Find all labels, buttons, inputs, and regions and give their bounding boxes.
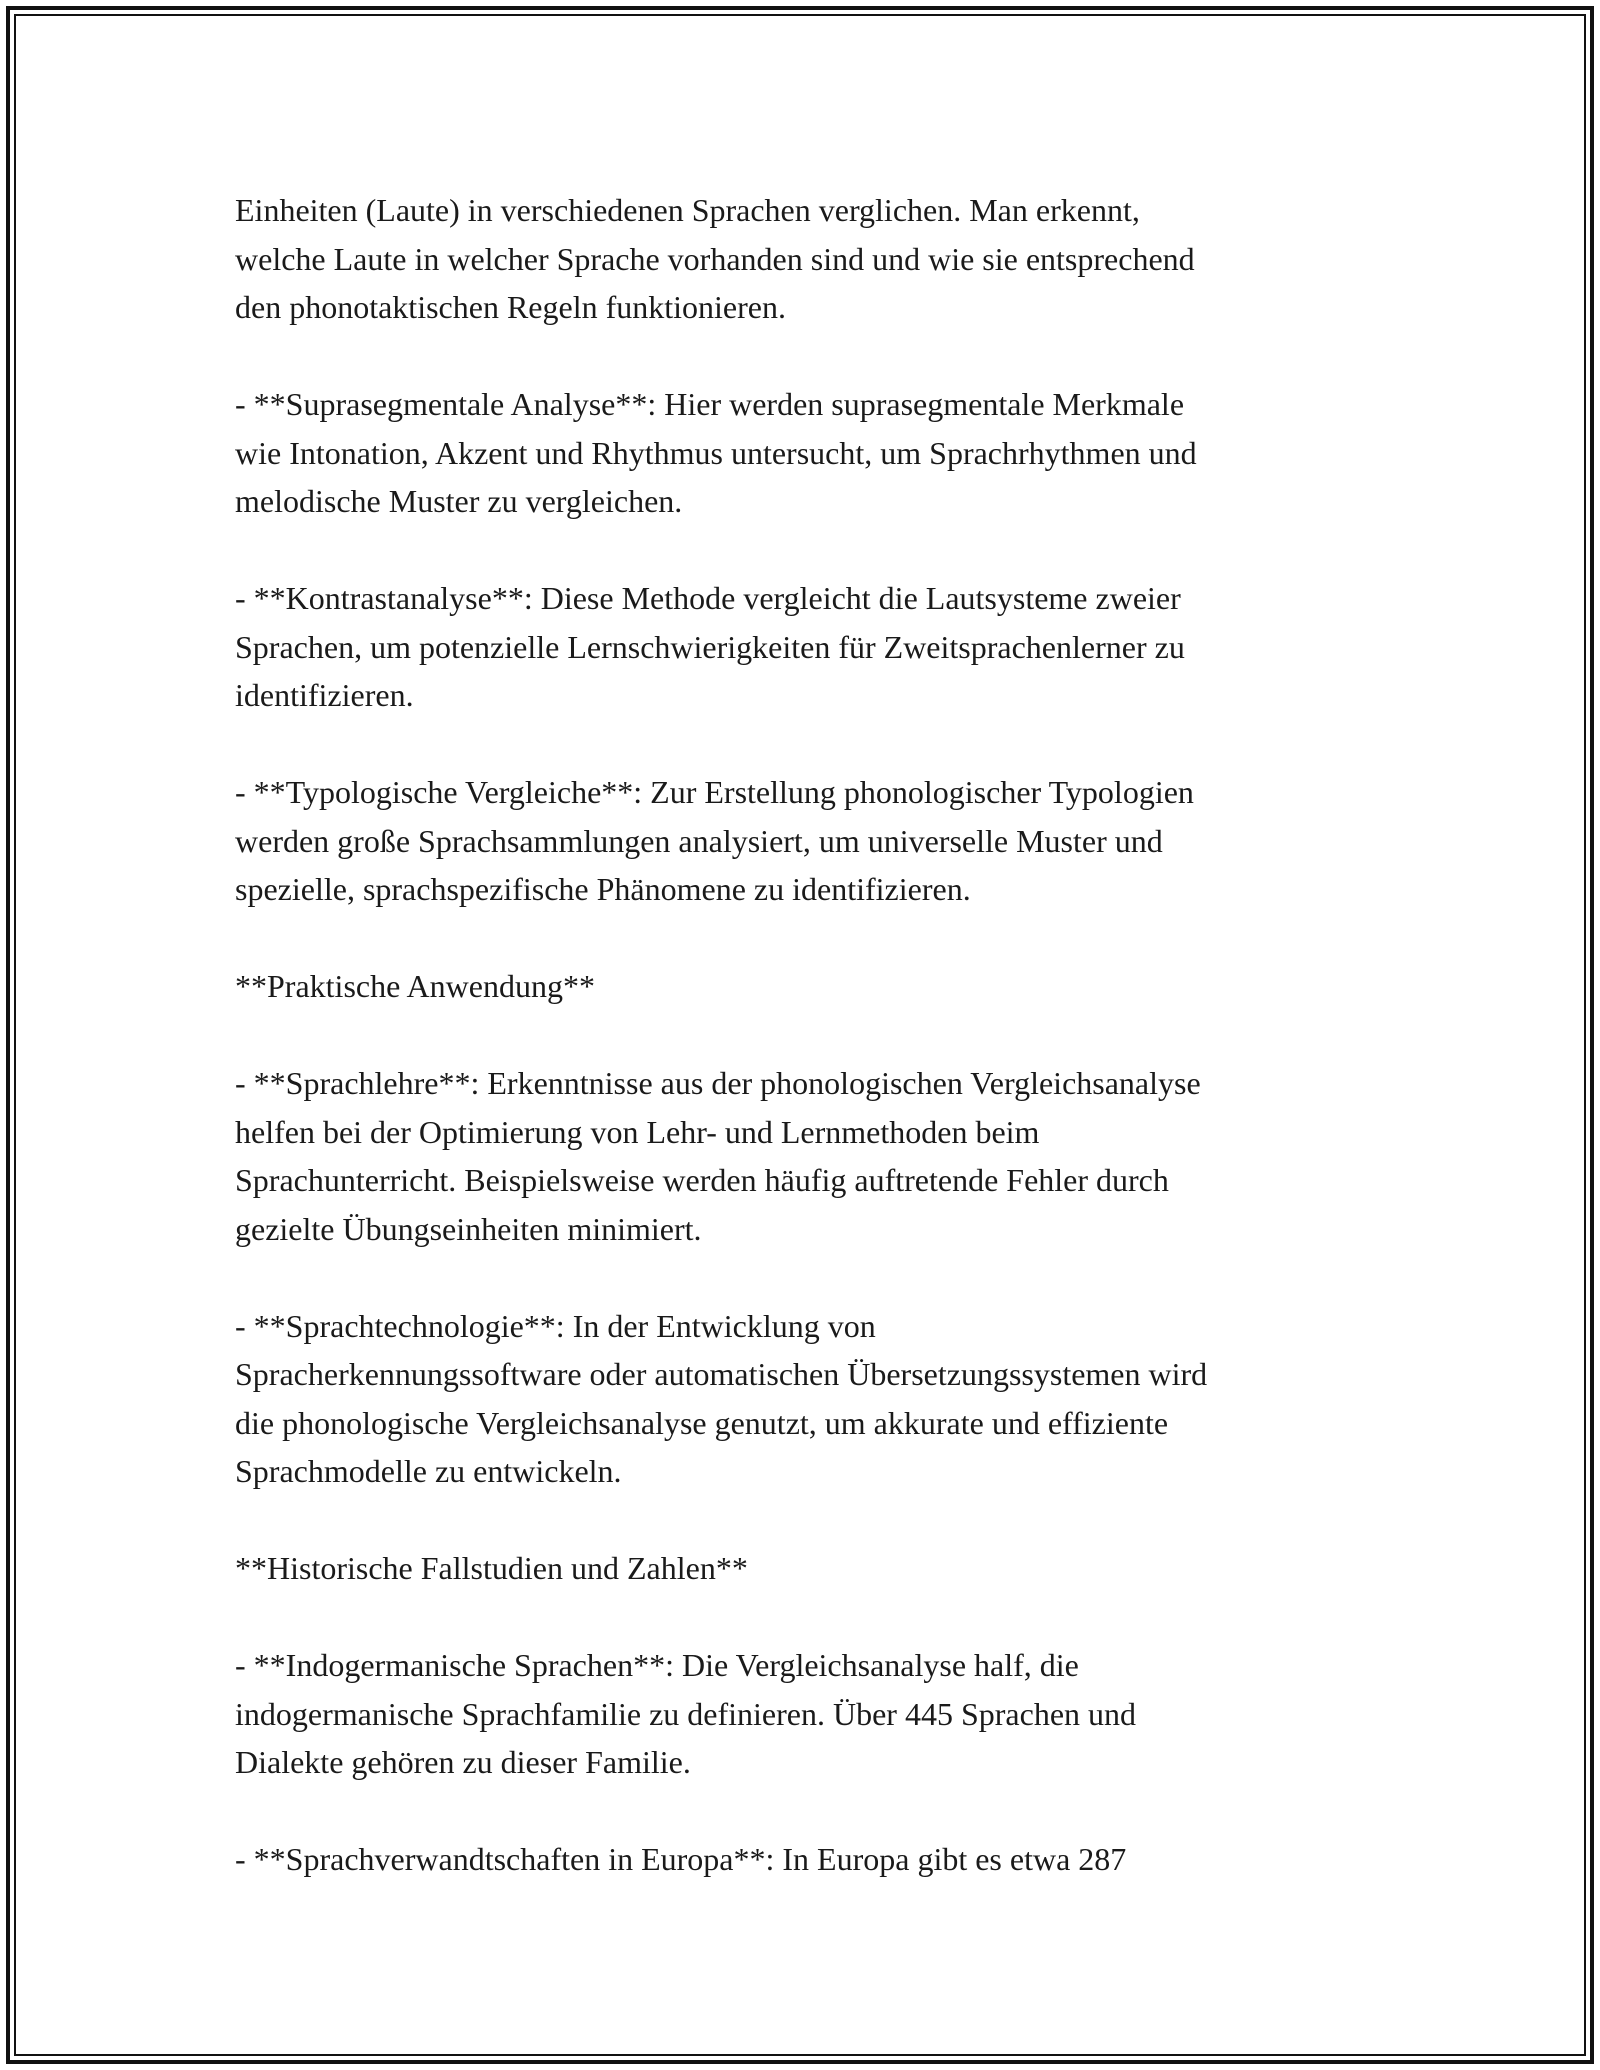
list-item-typological [235,768,1365,914]
text-line: indogermanische Sprachfamilie zu definieren. Über 445 Sprachen und [235,1695,1137,1732]
section-heading-historical [235,1544,1365,1593]
text-line: **Historische Fallstudien und Zahlen** [235,1550,748,1586]
paragraph-segmental-intro [235,186,1365,332]
text-line: Sprachmodelle zu entwickeln. [235,1453,622,1489]
text-line: identifizieren. [235,677,414,713]
list-item-language-technology [235,1302,1365,1496]
text-line: melodische Muster zu vergleichen. [235,483,683,519]
text-line: Dialekte gehören zu dieser Familie. [235,1744,691,1780]
text-line: - **Typologische Vergleiche**: Zur Erstellung phonologischer Typologien [235,774,1194,810]
text-line: wie Intonation, Akzent und Rhythmus untersucht, um Sprachrhythmen und [235,434,1197,471]
section-heading-practical [235,962,1365,1011]
text-line: - **Sprachtechnologie**: In der Entwicklung von [235,1307,876,1344]
list-item-suprasegmental [235,380,1365,526]
list-item-contrastive [235,574,1365,720]
text-line: helfen bei der Optimierung von Lehr- und Lernmethoden beim [235,1113,1040,1150]
text-line: gezielte Übungseinheiten minimiert. [235,1210,702,1247]
text-line: - **Sprachlehre**: Erkenntnisse aus der phonologischen Vergleichsanalyse [235,1065,1201,1101]
text-line: Sprachunterricht. Beispielsweise werden häufig auftretende Fehler durch [235,1162,1169,1198]
text-line: - **Indogermanische Sprachen**: Die Vergleichsanalyse half, die [235,1647,1079,1683]
text-line: welche Laute in welcher Sprache vorhanden sind und wie sie entsprechend [235,240,1195,277]
document-body [235,186,1365,1932]
text-line: - **Kontrastanalyse**: Diese Methode vergleicht die Lautsysteme zweier [235,580,1181,616]
text-line: Spracherkennungssoftware oder automatischen Übersetzungssystemen wird [235,1356,1208,1392]
list-item-language-teaching [235,1059,1365,1253]
text-line: **Praktische Anwendung** [235,968,595,1004]
list-item-europe-relations [235,1835,1365,1884]
text-line: Einheiten (Laute) in verschiedenen Sprachen verglichen. Man erkennt, [235,192,1140,228]
text-line: Sprachen, um potenzielle Lernschwierigkeiten für Zweitsprachenlerner zu [235,628,1185,665]
text-line: werden große Sprachsammlungen analysiert, um universelle Muster und [235,822,1163,859]
list-item-indo-european [235,1641,1365,1787]
text-line: - **Suprasegmentale Analyse**: Hier werden suprasegmentale Merkmale [235,386,1185,422]
text-line: spezielle, sprachspezifische Phänomene zu identifizieren. [235,871,971,907]
text-line: die phonologische Vergleichsanalyse genutzt, um akkurate und effiziente [235,1404,1169,1441]
text-line: den phonotaktischen Regeln funktionieren. [235,289,786,325]
text-line: - **Sprachverwandtschaften in Europa**: In Europa gibt es etwa 287 [235,1841,1127,1877]
